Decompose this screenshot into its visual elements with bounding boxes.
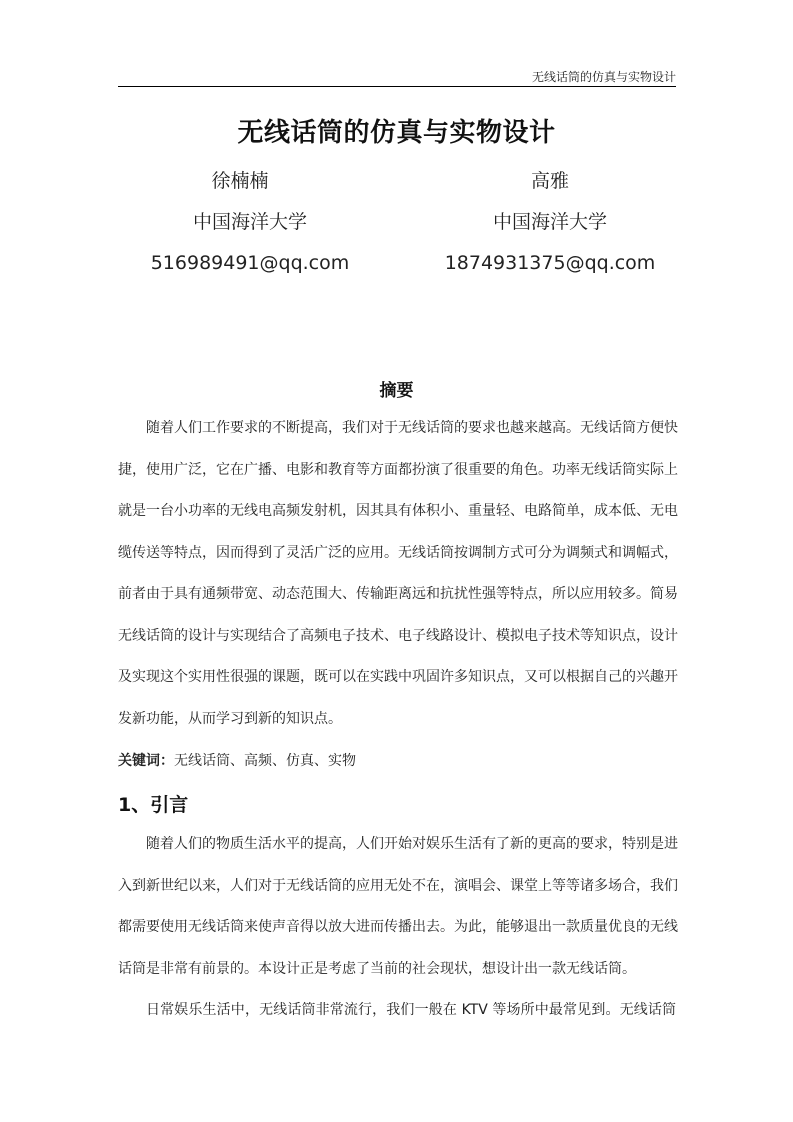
abstract-line: 无线话筒的设计与实现结合了高频电子技术、电子线路设计、模拟电子技术等知识点，设计 [118, 627, 678, 644]
abstract-body [118, 408, 676, 740]
author-affiliation: 中国海洋大学 [192, 211, 307, 233]
author-block-2 [400, 168, 700, 291]
abstract-line: 缆传送等特点，因而得到了灵活广泛的应用。无线话筒按调制方式可分为调频式和调幅式， [118, 544, 678, 561]
abstract-line: 就是一台小功率的无线电高频发射机，因其具有体积小、重量轻、电路简单，成本低、无电 [118, 503, 678, 519]
author-name: 高雅 [530, 170, 569, 192]
keywords-value: 无线话筒、高频、仿真、实物 [174, 753, 356, 769]
intro-paragraph-2 [118, 990, 676, 1032]
abstract-line: 前者由于具有通频带宽、动态范围大、传输距离远和抗扰性强等特点，所以应用较多。简易 [118, 586, 678, 602]
intro-line: 随着人们的物质生活水平的提高，人们开始对娱乐生活有了新的更高的要求，特别是进 [146, 836, 678, 852]
section-heading: 1、引言 [118, 794, 189, 816]
intro-paragraph-1 [118, 824, 676, 990]
keywords-label: 关键词： [118, 753, 174, 769]
keywords [118, 750, 356, 770]
author-block-1 [100, 168, 400, 291]
author-affiliation: 中国海洋大学 [492, 211, 607, 233]
author-email: 516989491@qq.com [150, 252, 350, 274]
abstract-line: 发新功能，从而学习到新的知识点。 [118, 710, 342, 727]
abstract-line: 捷，使用广泛，它在广播、电影和教育等方面都扮演了很重要的角色。功率无线话筒实际上 [118, 461, 678, 478]
intro-line: 都需要使用无线话筒来使声音得以放大进而传播出去。为此，能够退出一款质量优良的无线 [118, 919, 678, 935]
abstract-heading: 摘要 [379, 381, 414, 401]
paper-title: 无线话筒的仿真与实物设计 [237, 118, 556, 148]
intro-line: 日常娱乐生活中，无线话筒非常流行，我们一般在 KTV 等场所中最常见到。无线话筒 [146, 1002, 676, 1018]
running-header: 无线话筒的仿真与实物设计 [118, 68, 676, 87]
abstract-line: 及实现这个实用性很强的课题，既可以在实践中巩固许多知识点，又可以根据自己的兴趣开 [118, 669, 678, 685]
intro-line: 入到新世纪以来，人们对于无线话筒的应用无处不在，演唱会、课堂上等等诸多场合，我们 [118, 877, 678, 894]
author-name: 徐楠楠 [211, 170, 269, 192]
author-email: 1874931375@qq.com [444, 252, 656, 274]
abstract-line: 随着人们工作要求的不断提高，我们对于无线话筒的要求也越来越高。无线话筒方便快 [146, 420, 678, 436]
intro-line: 话筒是非常有前景的。本设计正是考虑了当前的社会现状，想设计出一款无线话筒。 [118, 960, 636, 977]
